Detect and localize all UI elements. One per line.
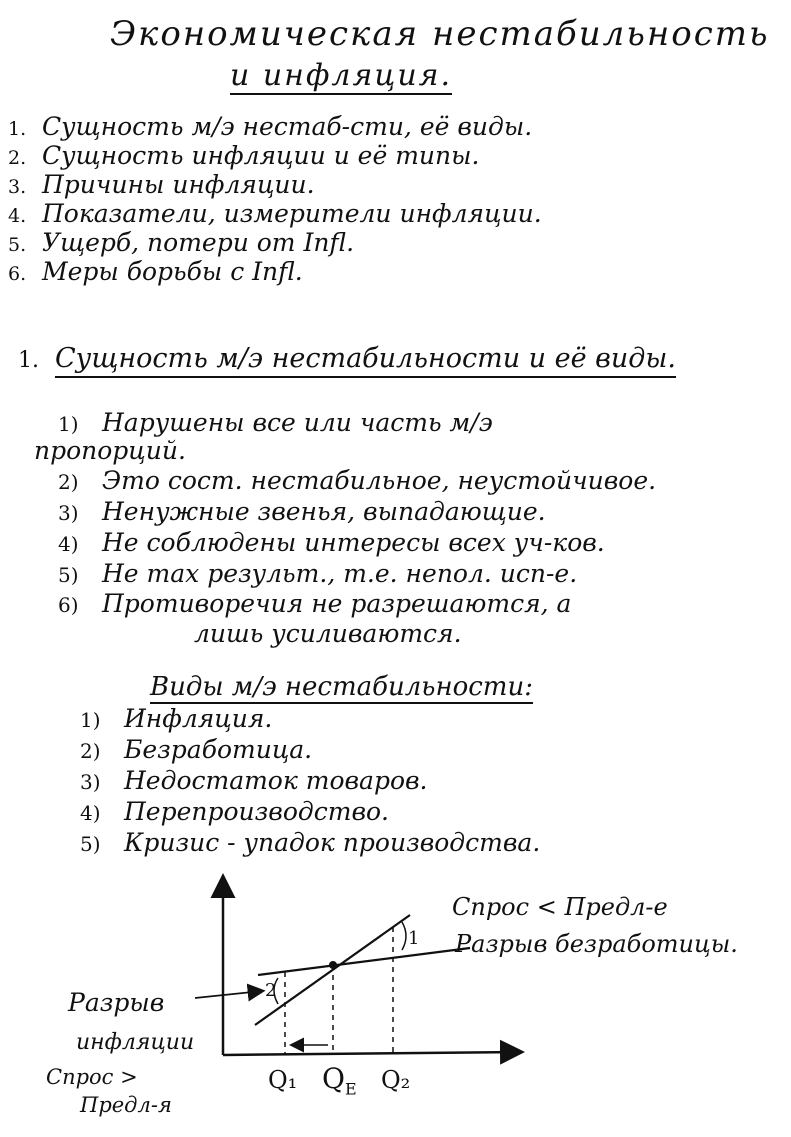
item-number: 2) <box>80 739 101 763</box>
x-axis <box>223 1052 520 1055</box>
tick-q2: Q₂ <box>381 1066 411 1094</box>
toc-text: Причины инфляции. <box>42 170 315 199</box>
title-line-1: Экономическая нестабильность <box>110 14 770 54</box>
toc-item <box>8 257 542 286</box>
toc-number: 4. <box>8 205 27 227</box>
item-text: Не соблюдены интересы всех уч-ков. <box>102 528 605 557</box>
item-text: Это сост. нестабильное, неустойчивое. <box>102 466 657 495</box>
brace-right <box>402 922 406 950</box>
label-demand-less: Спрос < Предл-е <box>452 893 668 921</box>
list-item <box>58 589 656 619</box>
list-item <box>58 497 656 528</box>
toc-item <box>8 199 542 228</box>
types-heading <box>150 672 533 702</box>
item-text: Кризис - упадок производства. <box>124 828 541 857</box>
mark-1: 1 <box>408 928 420 949</box>
list-item <box>58 559 656 589</box>
label-supply: Предл-я <box>80 1093 172 1117</box>
list-item <box>80 766 540 797</box>
item-text: Не max результ., т.е. непол. исп-е. <box>102 559 578 588</box>
label-gap: Разрыв <box>68 988 165 1017</box>
pointer-arrow <box>195 991 262 998</box>
toc-item <box>8 228 542 257</box>
mark-2: 2 <box>265 980 277 1001</box>
toc-text: Меры борьбы с Infl. <box>42 257 303 286</box>
properties-list <box>34 408 657 649</box>
list-item <box>58 466 656 497</box>
item-number: 1) <box>80 708 101 732</box>
page-title <box>110 14 769 54</box>
toc-item <box>8 170 542 199</box>
item-number: 3) <box>58 501 79 525</box>
section-heading <box>18 343 676 374</box>
item-continuation: лишь усиливаются. <box>194 619 462 648</box>
list-item <box>80 828 540 859</box>
toc-number: 6. <box>8 263 27 285</box>
item-text: Противоречия не разрешаются, а <box>102 589 572 618</box>
list-item <box>80 704 540 735</box>
item-number: 5) <box>58 563 79 587</box>
table-of-contents <box>8 112 542 286</box>
label-unemployment-gap: Разрыв безработицы. <box>455 930 738 958</box>
toc-text: Сущность инфляции и её типы. <box>42 141 480 170</box>
tick-qe-letter: Q <box>322 1062 345 1095</box>
list-item-continuation <box>188 619 656 649</box>
item-number: 4) <box>80 801 101 825</box>
list-item <box>58 408 656 436</box>
flat-line <box>258 948 470 975</box>
toc-number: 3. <box>8 176 27 198</box>
section-title: Сущность м/э нестабильности и её виды. <box>55 343 676 378</box>
label-demand-greater: Спрос > <box>46 1065 138 1089</box>
item-text: Недостаток товаров. <box>124 766 428 795</box>
toc-text: Ущерб, потери от Infl. <box>42 228 355 257</box>
item-continuation: пропорций. <box>34 436 186 465</box>
title-line-2: и инфляция. <box>230 58 453 93</box>
item-text: Нарушены все или часть м/э <box>102 408 493 437</box>
item-number: 6) <box>58 593 79 617</box>
item-number: 5) <box>80 832 101 856</box>
types-list <box>80 704 540 859</box>
toc-number: 2. <box>8 147 27 169</box>
item-number: 1) <box>58 412 79 436</box>
item-number: 4) <box>58 532 79 556</box>
list-item-continuation <box>28 436 656 466</box>
list-item <box>80 735 540 766</box>
item-number: 3) <box>80 770 101 794</box>
toc-number: 5. <box>8 234 27 256</box>
tick-qe <box>322 1062 357 1099</box>
page-subtitle <box>230 58 452 93</box>
toc-number: 1. <box>8 118 27 140</box>
item-number: 2) <box>58 470 79 494</box>
types-title: Виды м/э нестабильности: <box>150 672 533 702</box>
tick-qe-sub: E <box>344 1079 357 1099</box>
item-text: Безработица. <box>124 735 313 764</box>
list-item <box>58 528 656 559</box>
toc-text: Показатели, измерители инфляции. <box>42 199 542 228</box>
toc-item <box>8 141 542 170</box>
label-inflation: инфляции <box>76 1030 195 1055</box>
list-item <box>80 797 540 828</box>
section-number: 1. <box>18 348 39 373</box>
tick-q1: Q₁ <box>268 1066 298 1094</box>
toc-item <box>8 112 542 141</box>
item-text: Инфляция. <box>124 704 273 733</box>
item-text: Ненужные звенья, выпадающие. <box>102 497 546 526</box>
toc-text: Сущность м/э нестаб-сти, её виды. <box>42 112 533 141</box>
item-text: Перепроизводство. <box>124 797 389 826</box>
